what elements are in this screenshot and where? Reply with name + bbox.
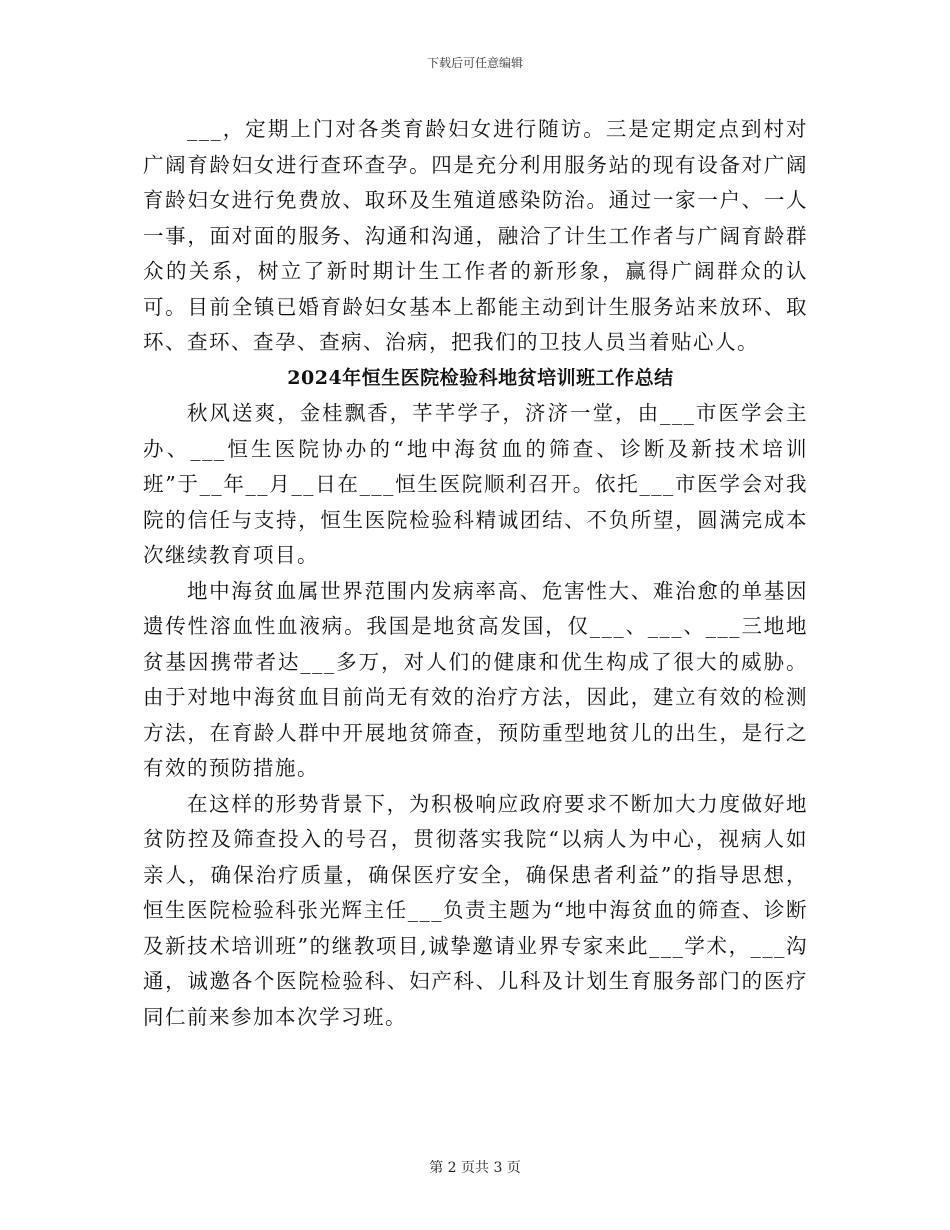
page-header: 下载后可任意编辑 <box>426 56 523 70</box>
paragraph-thalassemia: 地中海贫血属世界范围内发病率高、危害性大、难治愈的单基因遗传性溶血性血液病。我国是地贫高发国，仅___、___、___三地地贫基因携带者达___多万，对人们的健康和优生构成了很大的威胁。由于对地中海贫血目前尚无有效的治疗方法，因此，建立有效的检测方法，在育龄人群中开展地贫筛查，预防重型地贫儿的出生，是行之有效的预防措施。 <box>143 578 808 780</box>
section-title: 2024年恒生医院检验科地贫培训班工作总结 <box>287 366 674 389</box>
paragraph-intro: 秋风送爽，金桂飘香，芊芊学子，济济一堂，由___市医学会主办、___恒生医院协办的“地中海贫血的筛查、诊断及新技术培训班”于__年__月__日在___恒生医院顺利召开。依托___市医学会对我院的信任与支持，恒生医院检验科精诚团结、不负所望，圆满完成本次继续教育项目。 <box>143 401 808 567</box>
document-body <box>143 112 808 1035</box>
page-footer: 第 2 页共 3 页 <box>429 1160 521 1176</box>
paragraph-continued: ___，定期上门对各类育龄妇女进行随访。三是定期定点到村对广阔育龄妇女进行查环查孕。四是充分利用服务站的现有设备对广阔育龄妇女进行免费放、取环及生殖道感染防治。通过一家一户、一人一事，面对面的服务、沟通和沟通，融洽了计生工作者与广阔育龄群众的关系，树立了新时期计生工作者的新形象，赢得广阔群众的认可。目前全镇已婚育龄妇女基本上都能主动到计生服务站来放环、取环、查环、查孕、查病、治病，把我们的卫技人员当着贴心人。 <box>143 117 808 354</box>
paragraph-background: 在这样的形势背景下，为积极响应政府要求不断加大力度做好地贫防控及筛查投入的号召，贯彻落实我院“以病人为中心，视病人如亲人，确保治疗质量，确保医疗安全，确保患者利益”的指导思想，恒生医院检验科张光辉主任___负责主题为“地中海贫血的筛查、诊断及新技术培训班”的继教项目,诚挚邀请业界专家来此___学术，___沟通，诚邀各个医院检验科、妇产科、儿科及计划生育服务部门的医疗同仁前来参加本次学习班。 <box>143 791 808 1029</box>
